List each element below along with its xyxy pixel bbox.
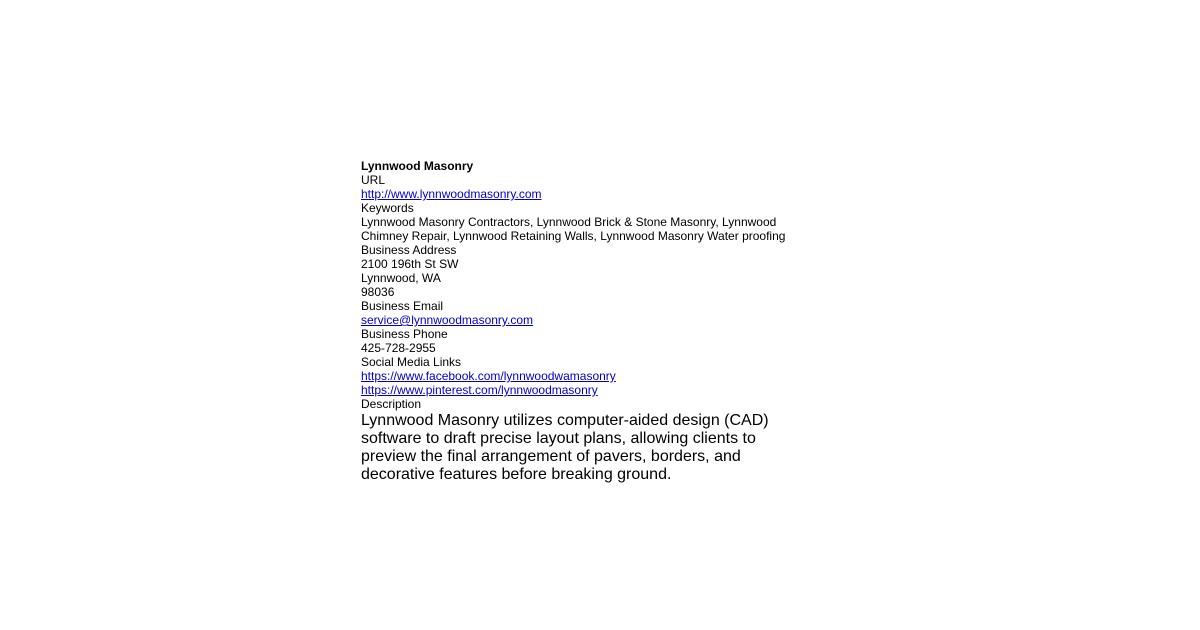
facebook-link[interactable]: https://www.facebook.com/lynnwoodwamasonry bbox=[361, 369, 616, 383]
keywords-text: Lynnwood Masonry Contractors, Lynnwood Brick & Stone Masonry, Lynnwood Chimney Repair, Lynnwood Retaining Walls, Lynnwood Masonry Water proofing bbox=[361, 215, 786, 243]
url-label: URL bbox=[361, 173, 386, 187]
business-listing bbox=[361, 159, 806, 484]
website-link[interactable]: http://www.lynnwoodmasonry.com bbox=[361, 187, 542, 201]
phone-number: 425-728-2955 bbox=[361, 341, 436, 355]
social-label: Social Media Links bbox=[361, 355, 462, 369]
pinterest-link[interactable]: https://www.pinterest.com/lynnwoodmasonry bbox=[361, 383, 598, 397]
address-street: 2100 196th St SW bbox=[361, 257, 459, 271]
address-city: Lynnwood, WA bbox=[361, 271, 441, 285]
description-label: Description bbox=[361, 397, 422, 411]
business-name: Lynnwood Masonry bbox=[361, 159, 474, 173]
address-label: Business Address bbox=[361, 243, 457, 257]
description-text: Lynnwood Masonry utilizes computer-aided design (CAD) software to draft precise layout plans, allowing clients to preview the final arrangement of pavers, borders, and decorative features before breaking ground. bbox=[361, 412, 769, 483]
keywords-label: Keywords bbox=[361, 201, 414, 215]
email-label: Business Email bbox=[361, 299, 444, 313]
email-link[interactable]: service@lynnwoodmasonry.com bbox=[361, 313, 534, 327]
phone-label: Business Phone bbox=[361, 327, 448, 341]
address-zip: 98036 bbox=[361, 285, 395, 299]
